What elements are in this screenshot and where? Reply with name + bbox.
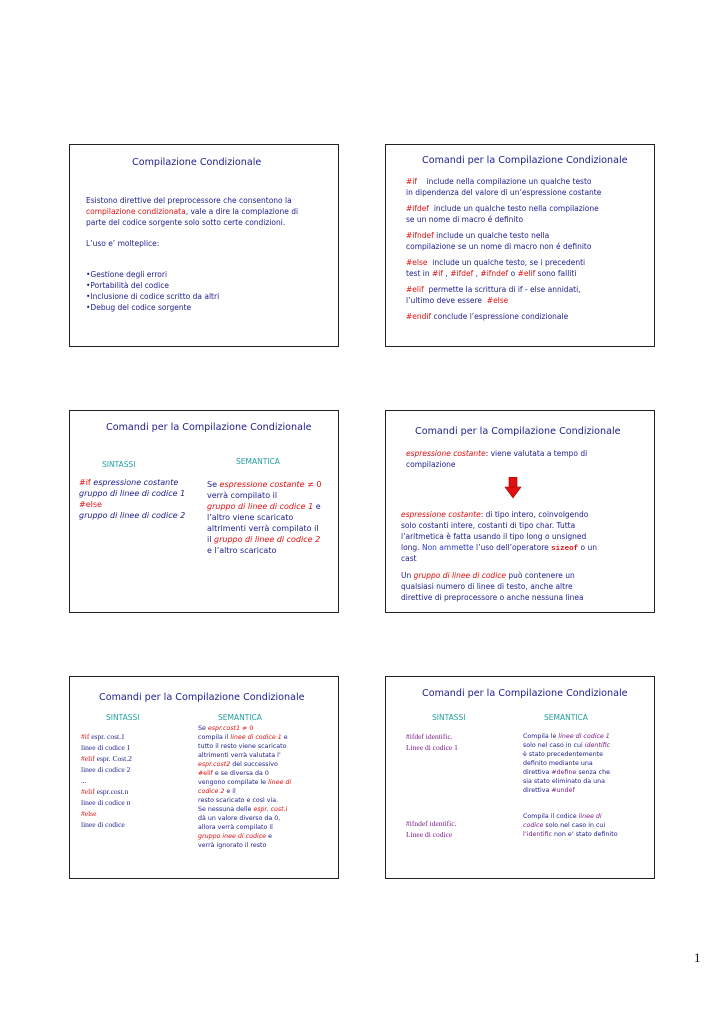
- bullet-item: •Inclusione di codice scritto da altri: [86, 292, 220, 301]
- semantics-line: Se espressione costante ≠ 0: [207, 480, 322, 489]
- syntax-line: #else: [81, 809, 97, 818]
- semantics-line: resto scaricato e così via.: [198, 797, 279, 804]
- semantics-line: tutto il resto viene scaricato: [198, 743, 287, 750]
- semantica-header: SEMANTICA: [544, 713, 588, 722]
- semantics-line: codice 2 e il: [198, 788, 236, 795]
- elif-line-1: #elif permette la scrittura di if - else annidati,: [406, 285, 581, 294]
- ifndef-syntax: #ifndef identific.: [406, 819, 457, 828]
- slide-title: Comandi per la Compilazione Condizionale: [106, 422, 312, 433]
- ifndef-line-1: #ifndef include un qualche testo nella: [406, 231, 550, 240]
- intro-line-1: Esistono direttive del preprocessore che consentono la: [86, 196, 292, 205]
- slide-title: Compilazione Condizionale: [132, 157, 262, 168]
- ifndef-semantics: Compila il codice linee di: [523, 813, 602, 820]
- semantics-line: compila il linee di codice 1 e: [198, 734, 288, 741]
- ifdef-semantics: è stato precedentemente: [523, 751, 604, 758]
- syntax-line: linee di codice n: [81, 798, 131, 807]
- ifndef-syntax: Linee di codice: [406, 830, 453, 839]
- slide-title: Comandi per la Compilazione Condizionale: [422, 688, 628, 699]
- para-line: cast: [401, 554, 417, 563]
- semantics-line: verrà ignorato il resto: [198, 842, 267, 849]
- else-line-1: #else include un qualche testo, se i precedenti: [406, 258, 586, 267]
- syntax-line: ...: [81, 776, 87, 785]
- bullet-item: •Gestione degli errori: [86, 270, 168, 279]
- syntax-line: #if espressione costante: [79, 478, 179, 487]
- para-line: espressione costante: di tipo intero, coinvolgendo: [401, 510, 589, 519]
- para-line: solo costanti intere, costanti di tipo char. Tutta: [401, 521, 576, 530]
- syntax-line: #elif espr. Cost.2: [81, 754, 132, 763]
- para-line: Un gruppo di linee di codice può contenere un: [401, 571, 575, 580]
- ifndef-semantics: l’identific non e’ stato definito: [523, 831, 618, 838]
- semantics-line: allora verrà compilato il: [198, 824, 273, 831]
- ifdef-syntax: Linee di codice 1: [406, 743, 458, 752]
- sintassi-header: SINTASSI: [106, 713, 140, 722]
- syntax-line: #elif espr.cost.n: [81, 787, 129, 796]
- ifdef-semantics: direttiva #undef: [523, 787, 575, 794]
- ifdef-semantics: definito mediante una: [523, 760, 593, 767]
- bullet-item: •Portabilità del codice: [86, 281, 169, 290]
- semantics-line: espr.cost2 del successivo: [198, 761, 278, 768]
- ifdef-syntax: #ifdef identific.: [406, 732, 453, 741]
- syntax-line: gruppo di linee di codice 2: [79, 511, 186, 520]
- slide-title: Comandi per la Compilazione Condizionale: [99, 692, 305, 703]
- para-line: direttive di preprocessore o anche nessuna linea: [401, 593, 584, 602]
- slide-if-else-sintassi: [69, 410, 339, 613]
- ifndef-semantics: codice solo nel caso in cui: [523, 822, 606, 829]
- def-line-2: compilazione: [406, 460, 456, 469]
- semantics-line: gruppo di linee di codice 1 e: [207, 502, 321, 511]
- semantics-line: l’altro viene scaricato: [207, 513, 294, 522]
- else-line-2: test in #if , #ifdef , #ifndef o #elif sono falliti: [406, 269, 577, 278]
- syntax-line: #if espr. cost.1: [81, 732, 125, 741]
- elif-line-2: l’ultimo deve essere #else: [406, 296, 509, 305]
- slide-ifdef-ifndef: [385, 676, 655, 879]
- syntax-line: linee di codice 2: [81, 765, 131, 774]
- syntax-line: #else: [79, 500, 102, 509]
- semantics-line: e l’altro scaricato: [207, 546, 277, 555]
- para-line: l’aritmetica è fatta usando il tipo long o unsigned: [401, 532, 587, 541]
- semantics-line: altrimenti verrà valutata l’: [198, 752, 281, 759]
- para-line: qualsiasi numero di linee di testo, anche altre: [401, 582, 573, 591]
- syntax-line: gruppo di linee di codice 1: [79, 489, 186, 498]
- bullet-item: •Debug del codice sorgente: [86, 303, 192, 312]
- ifdef-line-2: se un nome di macro é definito: [406, 215, 524, 224]
- syntax-line: linee di codice: [81, 820, 125, 829]
- if-line-1: #if include nella compilazione un qualche testo: [406, 177, 592, 186]
- page-number: 1: [694, 950, 701, 965]
- semantics-line: il gruppo di linee di codice 2: [207, 535, 321, 544]
- slide-title: Comandi per la Compilazione Condizionale: [422, 155, 628, 166]
- semantics-line: gruppo inee di codice e: [198, 833, 272, 840]
- arrow-down-icon: [504, 477, 522, 499]
- semantica-header: SEMANTICA: [218, 713, 262, 722]
- semantics-line: #elif e se diversa da 0: [198, 770, 269, 777]
- semantics-line: Se espr.cost1 ≠ 0: [198, 725, 254, 732]
- ifndef-line-2: compilazione se un nome di macro non é definito: [406, 242, 592, 251]
- if-line-2: in dipendenza del valore di un’espressione costante: [406, 188, 602, 197]
- semantics-line: verrà compilato il: [207, 491, 278, 500]
- syntax-line: linee di codice 1: [81, 743, 131, 752]
- ifdef-semantics: direttiva #define senza che: [523, 769, 610, 776]
- sintassi-header: SINTASSI: [432, 713, 466, 722]
- ifdef-semantics: sia stato eliminato da una: [523, 778, 605, 785]
- semantics-line: dà un valore diverso da 0,: [198, 815, 281, 822]
- semantics-line: altrimenti verrà compilato il: [207, 524, 319, 533]
- semantics-line: vengono compilate le linee di: [198, 779, 292, 786]
- slide-title: Comandi per la Compilazione Condizionale: [415, 426, 621, 437]
- sintassi-header: SINTASSI: [102, 460, 136, 469]
- slide-comandi-direttive: [385, 144, 655, 347]
- semantica-header: SEMANTICA: [236, 457, 280, 466]
- ifdef-semantics: solo nel caso in cui identific: [523, 742, 611, 749]
- slide-espressione-costante: [385, 410, 655, 613]
- slide-compilazione-condizionale: [69, 144, 339, 347]
- def-line-1: espressione costante: viene valutata a tempo di: [406, 449, 588, 458]
- slide-elif-sintassi: [69, 676, 339, 879]
- para-line: long. Non ammette l’uso dell’operatore sizeof o un: [401, 543, 598, 553]
- ifdef-line-1: #ifdef include un qualche testo nella compilazione: [406, 204, 599, 213]
- ifdef-semantics: Compila le linee di codice 1: [523, 733, 610, 740]
- intro-line-2: compilazione condizionata, vale a dire la complazione di: [86, 207, 299, 216]
- semantics-line: Se nessuna delle espr. cost.i: [198, 806, 288, 813]
- endif-line: #endif conclude l’espressione condizionale: [406, 312, 569, 321]
- uso-label: L’uso e’ molteplice:: [86, 239, 160, 248]
- intro-line-3: parte del codice sorgente solo sotto certe condizioni.: [86, 218, 286, 227]
